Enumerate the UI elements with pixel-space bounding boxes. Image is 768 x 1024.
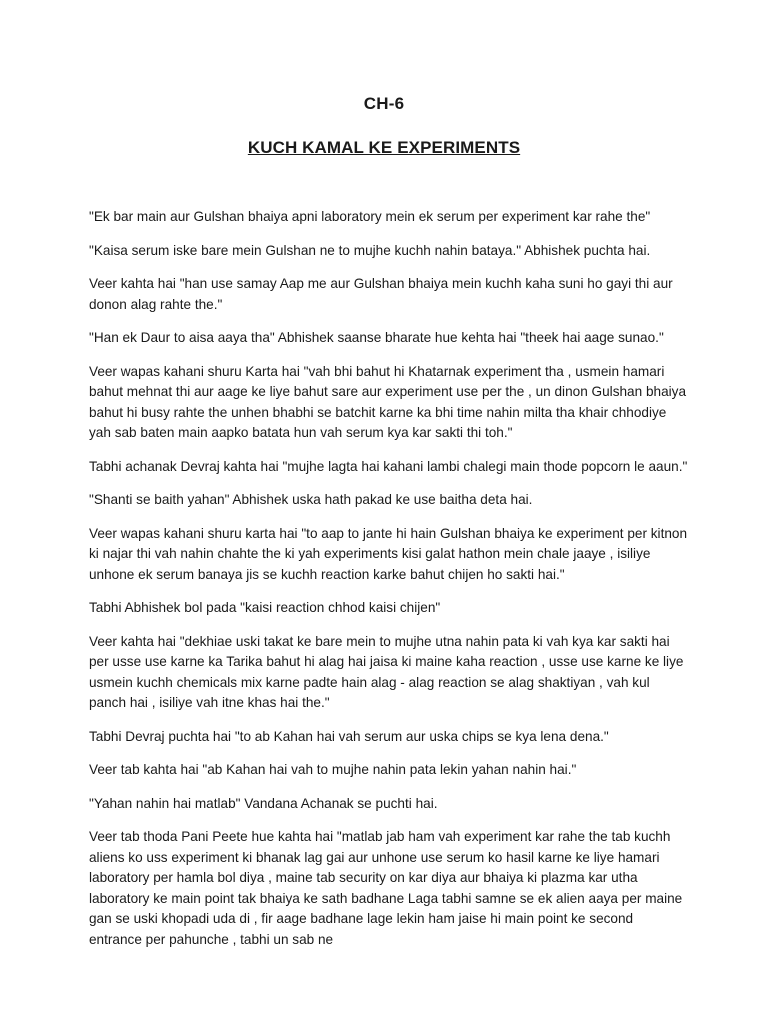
paragraph: Veer tab thoda Pani Peete hue kahta hai "matlab jab ham vah experiment kar rahe the tab kuchh aliens ko uss experiment ki bhanak lag gai aur unhone use serum ko hasil karne ke liye hamari laboratory per hamla bol diya , maine tab security on kar diya aur bhaiya ki plazma kar utha laboratory ke main point tak bhaiya ke sath badhane Laga tabhi samne se ek alien aaya per maine gan se uski khopadi uda di , fir aage badhane lage lekin ham jaise hi main point ke second entrance per pahunche , tabhi un sab ne: [89, 829, 683, 947]
paragraph: Tabhi Abhishek bol pada "kaisi reaction chhod kaisi chijen": [89, 600, 441, 615]
paragraph: "Kaisa serum iske bare mein Gulshan ne to mujhe kuchh nahin bataya." Abhishek puchta hai.: [89, 242, 651, 258]
paragraph: Veer kahta hai "han use samay Aap me aur Gulshan bhaiya mein kuchh kaha suni ho gayi thi aur donon alag rahte the.": [89, 276, 673, 312]
paragraph: "Yahan nahin hai matlab" Vandana Achanak se puchti hai.: [89, 795, 438, 811]
paragraph: Veer wapas kahani shuru Karta hai "vah bhi bahut hi Khatarnak experiment tha , usmein hamari bahut mehnat thi aur aage ke liye bahut sare aur experiment use per the , un dinon Gulshan bhaiya bahut hi busy rahte the unhen bhabhi se batchit karne ka bhi time nahin milta tha khair chhodiye yah sab baten main aapko batata hun vah serum kya kar sakti thi toh.": [89, 363, 687, 440]
paragraph: Veer wapas kahani shuru karta hai "to aap to jante hi hain Gulshan bhaiya ke experiment per kitnon ki najar thi vah nahin chahte the ki yah experiments kisi galat hathon mein chale jaaye , isiliye unhone ek serum banaya jis se kuchh reaction karke bahut chijen ho sakti hai.": [89, 525, 688, 582]
paragraph: Tabhi achanak Devraj kahta hai "mujhe lagta hai kahani lambi chalegi main thode popcorn le aaun.": [89, 458, 688, 474]
paragraph: Veer kahta hai "dekhiae uski takat ke bare mein to mujhe utna nahin pata ki vah kya kar sakti hai per usse use karne ka Tarika bahut hi alag hai jaisa ki maine kaha reaction , usse use karne ke liye usmein kuchh chemicals mix karne padte hain alag - alag reaction se alag shaktiyan , vah kul panch hai , isiliye vah itne khas hai the.": [89, 633, 684, 710]
paragraph: "Han ek Daur to aisa aaya tha" Abhishek saanse bharate hue kehta hai "theek hai aage sunao.": [89, 330, 664, 345]
chapter-title: KUCH KAMAL KE EXPERIMENTS: [247, 138, 521, 157]
chapter-body: [89, 207, 689, 963]
chapter-number: CH-6: [363, 94, 405, 113]
paragraph: "Ek bar main aur Gulshan bhaiya apni laboratory mein ek serum per experiment kar rahe the": [89, 209, 651, 224]
paragraph: "Shanti se baith yahan" Abhishek uska hath pakad ke use baitha deta hai.: [89, 492, 533, 507]
paragraph: Veer tab kahta hai "ab Kahan hai vah to mujhe nahin pata lekin yahan nahin hai.": [89, 762, 577, 777]
paragraph: Tabhi Devraj puchta hai "to ab Kahan hai vah serum aur uska chips se kya lena dena.": [89, 728, 609, 744]
